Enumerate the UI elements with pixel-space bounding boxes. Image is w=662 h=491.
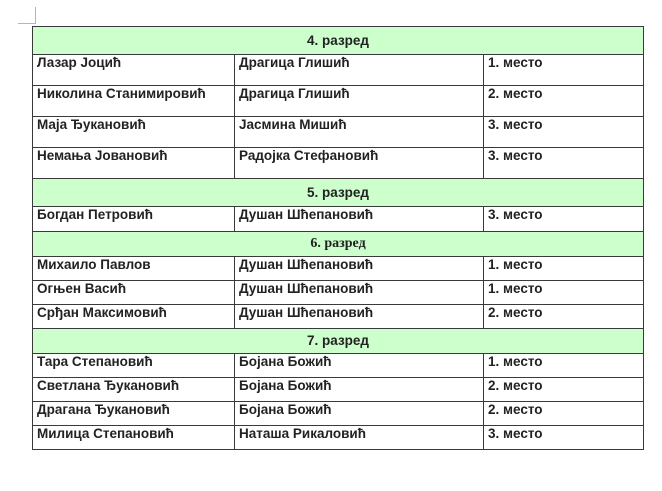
place-cell: 3. место bbox=[484, 117, 644, 148]
table-row bbox=[33, 55, 644, 86]
student-name-cell: Лазар Јоцић bbox=[33, 55, 235, 86]
table-row bbox=[33, 257, 644, 281]
place-cell: 2. место bbox=[484, 402, 644, 426]
teacher-name-cell: Душан Шћепановић bbox=[235, 207, 484, 232]
teacher-name-cell: Драгица Глишић bbox=[235, 55, 484, 86]
student-name-cell: Богдан Петровић bbox=[33, 207, 235, 232]
grade-header-row bbox=[33, 329, 644, 354]
teacher-name-cell: Наташа Рикаловић bbox=[235, 426, 484, 450]
table-row bbox=[33, 378, 644, 402]
student-name-cell: Тара Степановић bbox=[33, 354, 235, 378]
place-cell: 2. место bbox=[484, 305, 644, 329]
place-cell: 3. место bbox=[484, 148, 644, 179]
teacher-name-cell: Бојана Божић bbox=[235, 378, 484, 402]
grade-header-row bbox=[33, 232, 644, 257]
teacher-name-cell: Душан Шћепановић bbox=[235, 305, 484, 329]
place-cell: 3. место bbox=[484, 207, 644, 232]
student-name-cell: Николина Станимировић bbox=[33, 86, 235, 117]
teacher-name-cell: Радојка Стефановић bbox=[235, 148, 484, 179]
student-name-cell: Михаило Павлов bbox=[33, 257, 235, 281]
table-row bbox=[33, 117, 644, 148]
place-cell: 2. место bbox=[484, 86, 644, 117]
grade-header-cell: 6. разред bbox=[33, 232, 644, 257]
student-name-cell: Срђан Максимовић bbox=[33, 305, 235, 329]
teacher-name-cell: Бојана Божић bbox=[235, 354, 484, 378]
place-cell: 1. место bbox=[484, 281, 644, 305]
place-cell: 1. место bbox=[484, 55, 644, 86]
competition-results-table bbox=[32, 26, 644, 450]
grade-header-cell: 7. разред bbox=[33, 329, 644, 354]
student-name-cell: Светлана Ђукановић bbox=[33, 378, 235, 402]
teacher-name-cell: Душан Шћепановић bbox=[235, 257, 484, 281]
table-row bbox=[33, 305, 644, 329]
table-row bbox=[33, 86, 644, 117]
table-row bbox=[33, 354, 644, 378]
student-name-cell: Немања Јовановић bbox=[33, 148, 235, 179]
student-name-cell: Милица Степановић bbox=[33, 426, 235, 450]
table-row bbox=[33, 207, 644, 232]
teacher-name-cell: Бојана Божић bbox=[235, 402, 484, 426]
teacher-name-cell: Јасмина Мишић bbox=[235, 117, 484, 148]
student-name-cell: Маја Ђукановић bbox=[33, 117, 235, 148]
place-cell: 1. место bbox=[484, 257, 644, 281]
teacher-name-cell: Душан Шћепановић bbox=[235, 281, 484, 305]
grade-header-row bbox=[33, 179, 644, 207]
place-cell: 1. место bbox=[484, 354, 644, 378]
grade-header-cell: 5. разред bbox=[33, 179, 644, 207]
grade-header-cell: 4. разред bbox=[33, 27, 644, 55]
table-row bbox=[33, 148, 644, 179]
table-row bbox=[33, 281, 644, 305]
place-cell: 3. место bbox=[484, 426, 644, 450]
student-name-cell: Огњен Васић bbox=[33, 281, 235, 305]
table-row bbox=[33, 402, 644, 426]
table-row bbox=[33, 426, 644, 450]
place-cell: 2. место bbox=[484, 378, 644, 402]
student-name-cell: Драгана Ђукановић bbox=[33, 402, 235, 426]
teacher-name-cell: Драгица Глишић bbox=[235, 86, 484, 117]
page-corner-marker bbox=[18, 7, 36, 24]
grade-header-row bbox=[33, 27, 644, 55]
